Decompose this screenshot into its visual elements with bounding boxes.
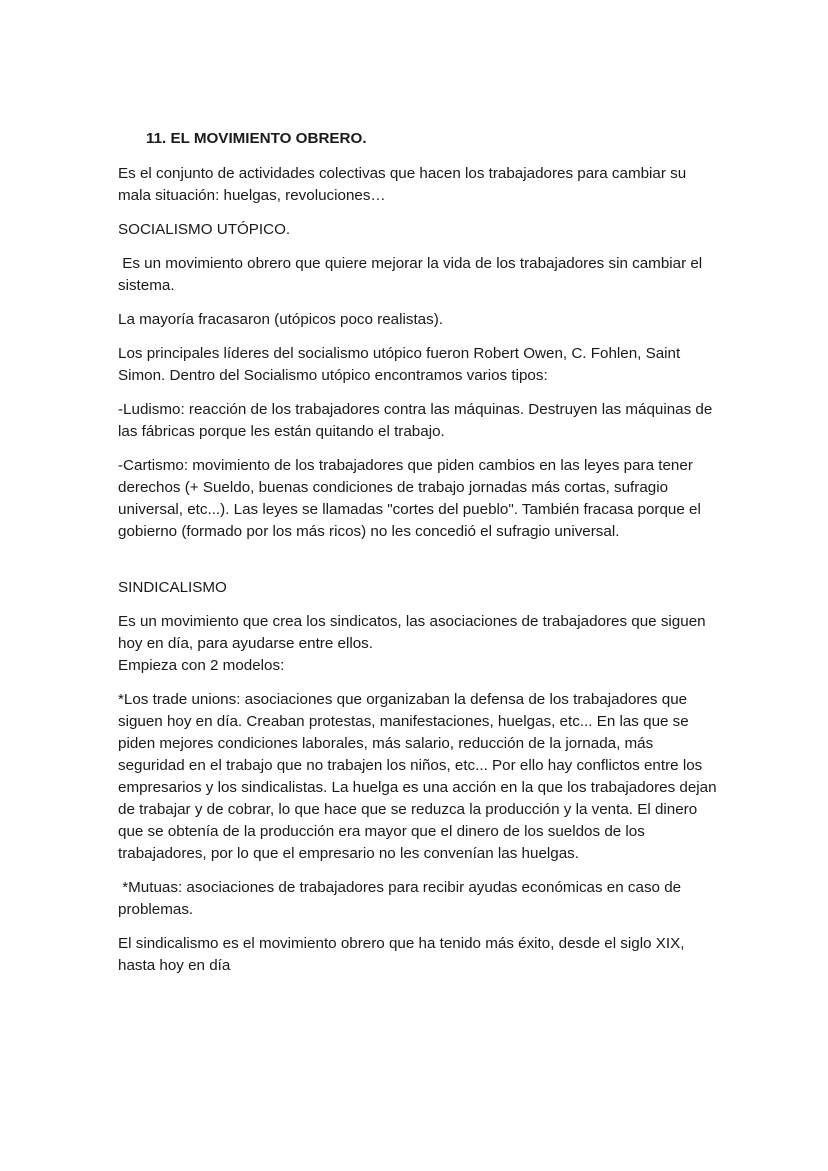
cartismo-paragraph: -Cartismo: movimiento de los trabajadores que piden cambios en las leyes para tener derechos (+ Sueldo, buenas condiciones de trabajo jornadas más cortas, sufragio universal, etc...). Las leyes se llamadas "cortes del pueblo". También fracasa porque el gobierno (formado por los más ricos) no les concedió el sufragio universal. bbox=[118, 457, 701, 540]
sindicalismo-paragraph-1b: Empieza con 2 modelos: bbox=[118, 657, 285, 674]
socialismo-paragraph-2: La mayoría fracasaron (utópicos poco realistas). bbox=[118, 311, 443, 328]
document-body bbox=[118, 128, 718, 989]
section-title-socialismo-utopico: SOCIALISMO UTÓPICO. bbox=[118, 221, 291, 238]
socialismo-paragraph-1: Es un movimiento obrero que quiere mejorar la vida de los trabajadores sin cambiar el sistema. bbox=[118, 255, 707, 294]
trade-unions-paragraph: *Los trade unions: asociaciones que organizaban la defensa de los trabajadores que siguen hoy en día. Creaban protestas, manifestaciones, huelgas, etc... En las que se piden mejores condiciones laborales, más salario, reducción de la jornada, más seguridad en el trabajo que no trabajen los niños, etc... Por ello hay conflictos entre los empresarios y los sindicalistas. La huelga es una acción en la que los trabajadores dejan de trabajar y de cobrar, lo que hace que se reduzca la producción y la venta. El dinero que se obtenía de la producción era mayor que el dinero de los sueldos de los trabajadores, por lo que el empresario no les convenían las huelgas. bbox=[118, 691, 717, 862]
mutuas-paragraph: *Mutuas: asociaciones de trabajadores para recibir ayudas económicas en caso de problemas. bbox=[118, 879, 686, 918]
section-title-sindicalismo: SINDICALISMO bbox=[118, 579, 227, 596]
sindicalismo-conclusion-paragraph: El sindicalismo es el movimiento obrero que ha tenido más éxito, desde el siglo XIX, hasta hoy en día bbox=[118, 935, 685, 974]
socialismo-paragraph-3: Los principales líderes del socialismo utópico fueron Robert Owen, C. Fohlen, Saint Simon. Dentro del Socialismo utópico encontramos varios tipos: bbox=[118, 345, 681, 384]
sindicalismo-paragraph-1a: Es un movimiento que crea los sindicatos, las asociaciones de trabajadores que siguen hoy en día, para ayudarse entre ellos. bbox=[118, 613, 706, 652]
document-heading: 11. EL MOVIMIENTO OBRERO. bbox=[146, 130, 367, 147]
ludismo-paragraph: -Ludismo: reacción de los trabajadores contra las máquinas. Destruyen las máquinas de las fábricas porque les están quitando el trabajo. bbox=[118, 401, 713, 440]
intro-paragraph: Es el conjunto de actividades colectivas que hacen los trabajadores para cambiar su mala situación: huelgas, revoluciones… bbox=[118, 165, 687, 204]
